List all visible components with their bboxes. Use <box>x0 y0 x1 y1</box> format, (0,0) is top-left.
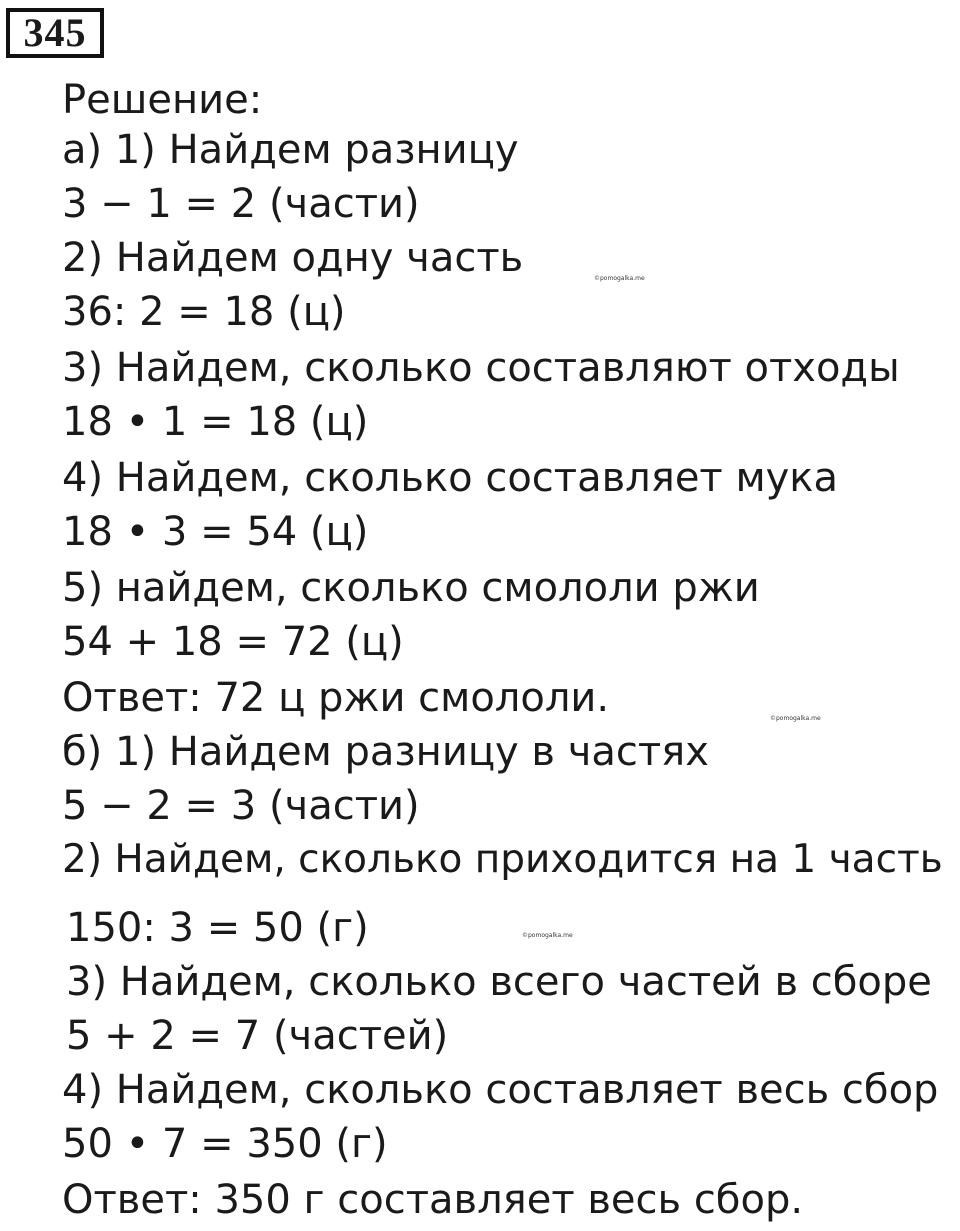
part-a-answer: Ответ: 72 ц ржи смололи. <box>62 675 610 721</box>
part-b-step-2-calc: 150: 3 = 50 (г) <box>66 905 369 951</box>
part-a-step-1-calc: 3 − 1 = 2 (части) <box>62 181 420 227</box>
watermark: ©pomogalka.me <box>522 932 573 939</box>
part-a-step-2-title: 2) Найдем одну часть <box>62 235 524 281</box>
part-a-step-3-calc: 18 • 1 = 18 (ц) <box>62 399 369 445</box>
solution-heading: Решение: <box>62 77 263 123</box>
part-b-step-3-calc: 5 + 2 = 7 (частей) <box>66 1013 449 1059</box>
part-a-step-1-title: а) 1) Найдем разницу <box>62 127 519 173</box>
part-b-step-1-title: б) 1) Найдем разницу в частях <box>62 729 709 775</box>
part-b-step-4-calc: 50 • 7 = 350 (г) <box>62 1121 388 1167</box>
part-a-step-4-title: 4) Найдем, сколько составляет мука <box>62 455 838 501</box>
part-a-step-2-calc: 36: 2 = 18 (ц) <box>62 289 346 335</box>
watermark: ©pomogalka.me <box>770 715 821 722</box>
part-b-step-4-title: 4) Найдем, сколько составляет весь сбор <box>62 1067 939 1113</box>
part-a-step-4-calc: 18 • 3 = 54 (ц) <box>62 509 369 555</box>
part-b-answer: Ответ: 350 г составляет весь сбор. <box>62 1177 804 1223</box>
part-a-step-5-calc: 54 + 18 = 72 (ц) <box>62 619 404 665</box>
part-b-step-1-calc: 5 − 2 = 3 (части) <box>62 783 420 829</box>
watermark: ©pomogalka.me <box>594 275 645 282</box>
part-a-step-5-title: 5) найдем, сколько смололи ржи <box>62 565 760 611</box>
problem-number: 345 <box>6 8 104 58</box>
part-b-step-3-title: 3) Найдем, сколько всего частей в сборе <box>66 959 932 1005</box>
part-b-step-2-title: 2) Найдем, сколько приходится на 1 часть <box>62 837 943 882</box>
part-a-step-3-title: 3) Найдем, сколько составляют отходы <box>62 345 900 391</box>
